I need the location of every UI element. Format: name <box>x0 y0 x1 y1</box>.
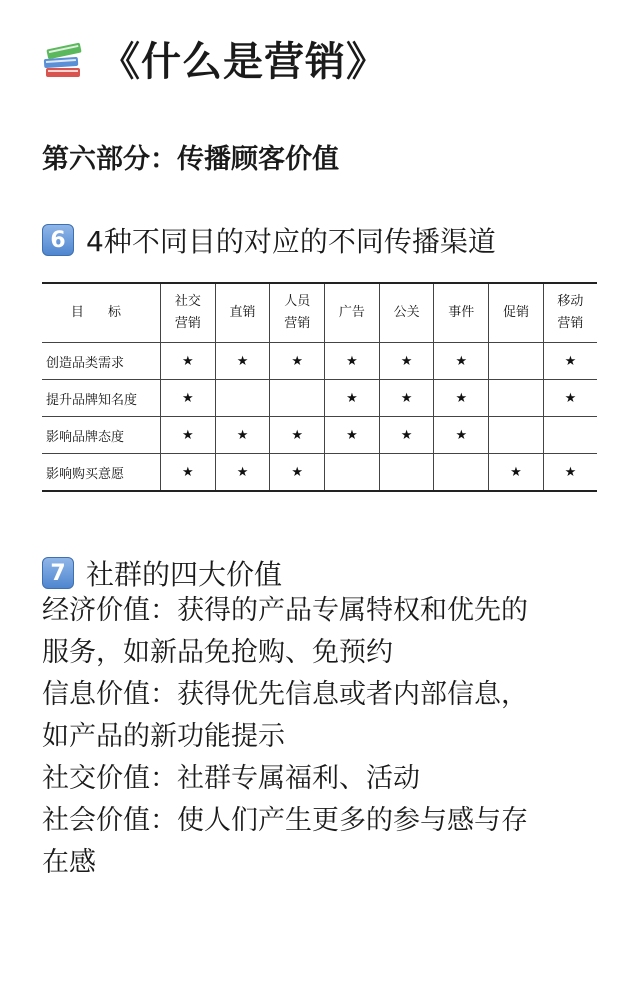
channel-cell <box>489 417 544 454</box>
star-icon: ★ <box>564 464 577 480</box>
channel-cell <box>434 343 489 380</box>
community-values-text <box>42 590 602 884</box>
channel-header-line: 促销 <box>502 305 529 320</box>
channel-cell <box>543 417 597 454</box>
channel-cell <box>215 454 270 492</box>
channel-cell <box>325 454 380 492</box>
channel-header-line: 社交 <box>174 294 201 309</box>
star-icon: ★ <box>346 427 358 443</box>
channel-cell <box>161 417 216 454</box>
channel-cell <box>161 343 216 380</box>
channel-cell <box>379 343 434 380</box>
body-text-line: 经济价值：获得的产品专属特权和优先的 <box>42 595 528 626</box>
star-icon: ★ <box>564 390 577 406</box>
point-6-heading <box>42 220 496 260</box>
star-icon: ★ <box>564 353 577 369</box>
body-text-line: 信息价值：获得优先信息或者内部信息， <box>42 679 528 710</box>
star-icon: ★ <box>236 427 249 443</box>
star-icon: ★ <box>182 464 194 480</box>
channel-cell <box>215 417 270 454</box>
channel-column-header <box>215 283 270 343</box>
channel-cell <box>325 343 380 380</box>
channel-header-line: 移动 <box>557 294 584 309</box>
table-row <box>42 454 597 492</box>
goal-cell: 影响购买意愿 <box>42 454 161 492</box>
channel-cell <box>161 380 216 417</box>
point-6-heading-text: 4种不同目的对应的不同传播渠道 <box>86 225 496 258</box>
star-icon: ★ <box>455 427 468 443</box>
body-text-line: 如产品的新功能提示 <box>42 721 285 752</box>
channel-cell <box>379 380 434 417</box>
channel-cell <box>543 343 597 380</box>
channel-cell <box>325 417 380 454</box>
section-title: 第六部分：传播顾客价值 <box>42 144 339 175</box>
channel-cell <box>379 454 434 492</box>
channel-cell <box>215 380 270 417</box>
channel-column-header <box>161 283 216 343</box>
channel-cell <box>489 343 544 380</box>
channel-column-header <box>379 283 434 343</box>
channel-cell <box>161 454 216 492</box>
channel-cell <box>543 380 597 417</box>
channel-header-line: 人员 <box>284 294 311 309</box>
channel-cell <box>489 454 544 492</box>
channel-header-line: 营销 <box>557 316 584 331</box>
star-icon: ★ <box>346 353 358 369</box>
channel-header-line: 事件 <box>448 305 475 320</box>
channel-cell <box>489 380 544 417</box>
star-icon: ★ <box>455 390 468 406</box>
point-7-heading-text: 社群的四大价值 <box>86 558 283 591</box>
channel-header-line: 营销 <box>284 316 311 331</box>
channel-cell <box>434 380 489 417</box>
star-icon: ★ <box>182 353 194 369</box>
star-icon: ★ <box>346 390 358 406</box>
star-icon: ★ <box>455 353 468 369</box>
channel-cell <box>215 343 270 380</box>
table-row <box>42 417 597 454</box>
table-row <box>42 343 597 380</box>
table-row <box>42 380 597 417</box>
channel-cell <box>270 343 325 380</box>
channel-column-header <box>489 283 544 343</box>
channel-table <box>42 282 597 492</box>
star-icon: ★ <box>510 464 522 480</box>
star-icon: ★ <box>182 427 194 443</box>
goal-column-header: 目 标 <box>42 283 161 343</box>
star-icon: ★ <box>400 427 413 443</box>
goal-cell: 影响品牌态度 <box>42 417 161 454</box>
channel-cell <box>434 417 489 454</box>
star-icon: ★ <box>236 464 249 480</box>
goal-cell: 创造品类需求 <box>42 343 161 380</box>
star-icon: ★ <box>236 353 249 369</box>
table-body <box>42 343 597 492</box>
channel-column-header <box>434 283 489 343</box>
number-7-badge-icon: 7 <box>42 557 74 589</box>
body-text-line: 服务，如新品免抢购、免预约 <box>42 637 393 668</box>
number-6-badge-icon: 6 <box>42 224 74 256</box>
star-icon: ★ <box>291 464 304 480</box>
star-icon: ★ <box>400 353 413 369</box>
channel-header-line: 直销 <box>229 305 256 320</box>
channel-cell <box>543 454 597 492</box>
books-icon <box>40 36 86 82</box>
body-text-line: 社会价值：使人们产生更多的参与感与存 <box>42 805 528 836</box>
star-icon: ★ <box>400 390 413 406</box>
channel-cell <box>434 454 489 492</box>
channel-cell <box>270 417 325 454</box>
channel-column-header <box>543 283 597 343</box>
channel-header-line: 营销 <box>174 316 201 331</box>
channel-header-line: 广告 <box>338 305 365 320</box>
channel-cell <box>379 417 434 454</box>
document-title: 《什么是营销》 <box>100 39 387 85</box>
star-icon: ★ <box>291 427 304 443</box>
channel-header-line: 公关 <box>393 305 420 320</box>
channel-column-header <box>270 283 325 343</box>
table-header-row <box>42 283 597 343</box>
body-text-line: 在感 <box>42 847 96 878</box>
body-text-line: 社交价值：社群专属福利、活动 <box>42 763 420 794</box>
star-icon: ★ <box>182 390 194 406</box>
channel-cell <box>270 380 325 417</box>
star-icon: ★ <box>291 353 304 369</box>
point-7-heading <box>42 553 282 593</box>
goal-cell: 提升品牌知名度 <box>42 380 161 417</box>
title-row <box>40 30 387 87</box>
channel-cell <box>325 380 380 417</box>
channel-cell <box>270 454 325 492</box>
channel-column-header <box>325 283 380 343</box>
